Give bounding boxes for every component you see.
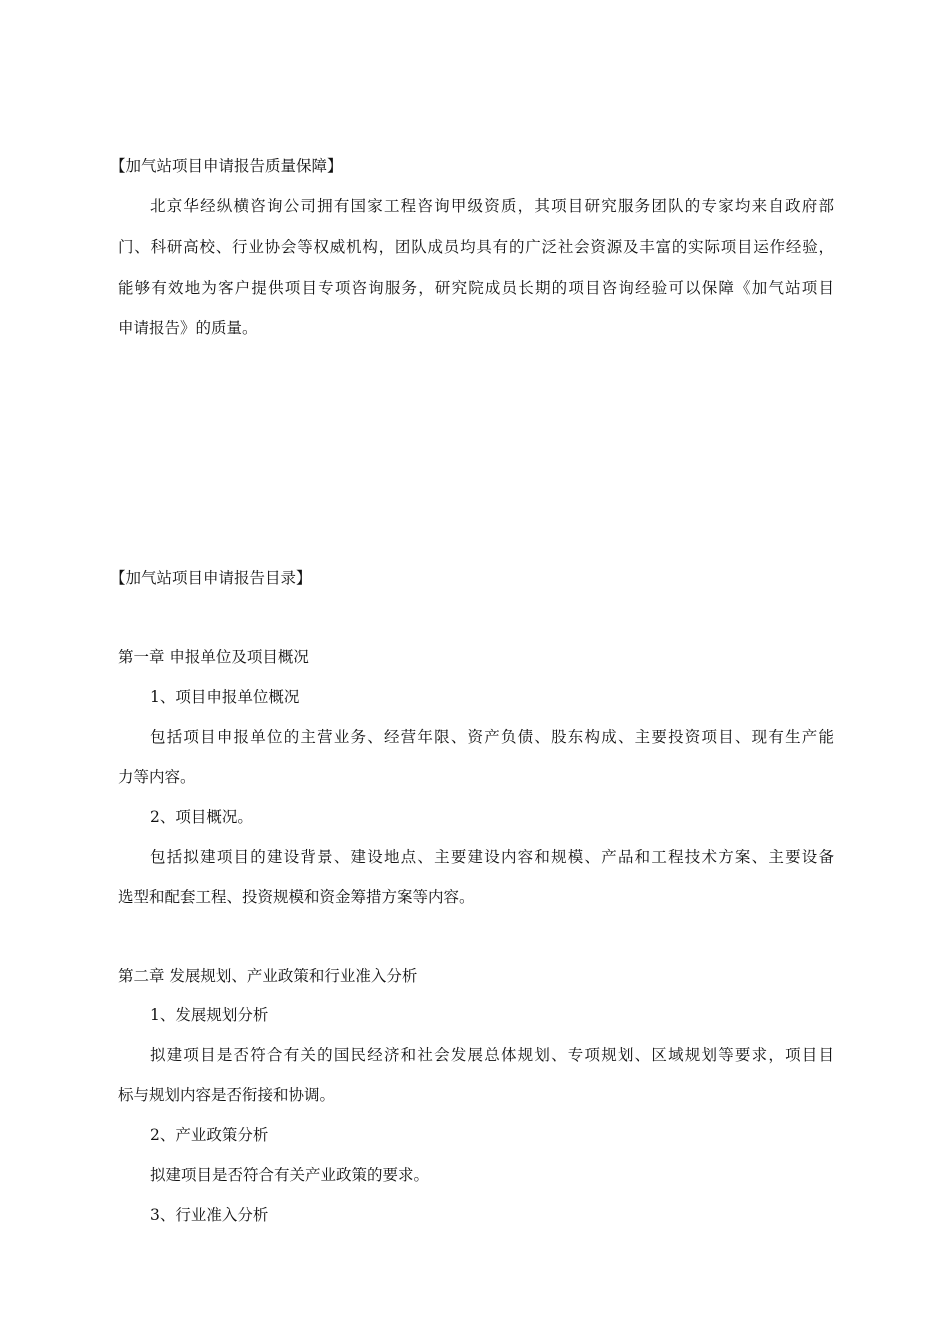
section-title: 1、发展规划分析 bbox=[150, 1006, 269, 1024]
section-title: 1、项目申报单位概况 bbox=[150, 688, 300, 706]
quality-paragraph-line: 门、科研高校、行业协会等权威机构，团队成员均具有的广泛社会资源及丰富的实际项目运作经验， bbox=[118, 238, 834, 256]
chapter-title: 第二章 发展规划、产业政策和行业准入分析 bbox=[118, 967, 418, 985]
quality-paragraph-line: 北京华经纵横咨询公司拥有国家工程咨询甲级资质，其项目研究服务团队的专家均来自政府部 bbox=[150, 197, 834, 215]
quality-paragraph-line: 能够有效地为客户提供项目专项咨询服务，研究院成员长期的项目咨询经验可以保障《加气站项目 bbox=[118, 279, 834, 297]
section-title: 3、行业准入分析 bbox=[150, 1206, 269, 1224]
quality-heading: 【加气站项目申请报告质量保障】 bbox=[110, 157, 343, 175]
quality-paragraph-line: 申请报告》的质量。 bbox=[118, 319, 258, 337]
section-text-line: 包括拟建项目的建设背景、建设地点、主要建设内容和规模、产品和工程技术方案、主要设备 bbox=[150, 848, 834, 866]
toc-heading: 【加气站项目申请报告目录】 bbox=[110, 569, 312, 587]
section-title: 2、项目概况。 bbox=[150, 808, 253, 826]
section-text-line: 拟建项目是否符合有关产业政策的要求。 bbox=[150, 1166, 430, 1184]
section-title: 2、产业政策分析 bbox=[150, 1126, 269, 1144]
section-text-line: 力等内容。 bbox=[118, 768, 196, 786]
chapter-title: 第一章 申报单位及项目概况 bbox=[118, 648, 309, 666]
section-text-line: 拟建项目是否符合有关的国民经济和社会发展总体规划、专项规划、区域规划等要求，项目目 bbox=[150, 1046, 834, 1064]
section-text-line: 包括项目申报单位的主营业务、经营年限、资产负债、股东构成、主要投资项目、现有生产能 bbox=[150, 728, 834, 746]
section-text-line: 标与规划内容是否衔接和协调。 bbox=[118, 1086, 336, 1104]
section-text-line: 选型和配套工程、投资规模和资金筹措方案等内容。 bbox=[118, 888, 475, 906]
